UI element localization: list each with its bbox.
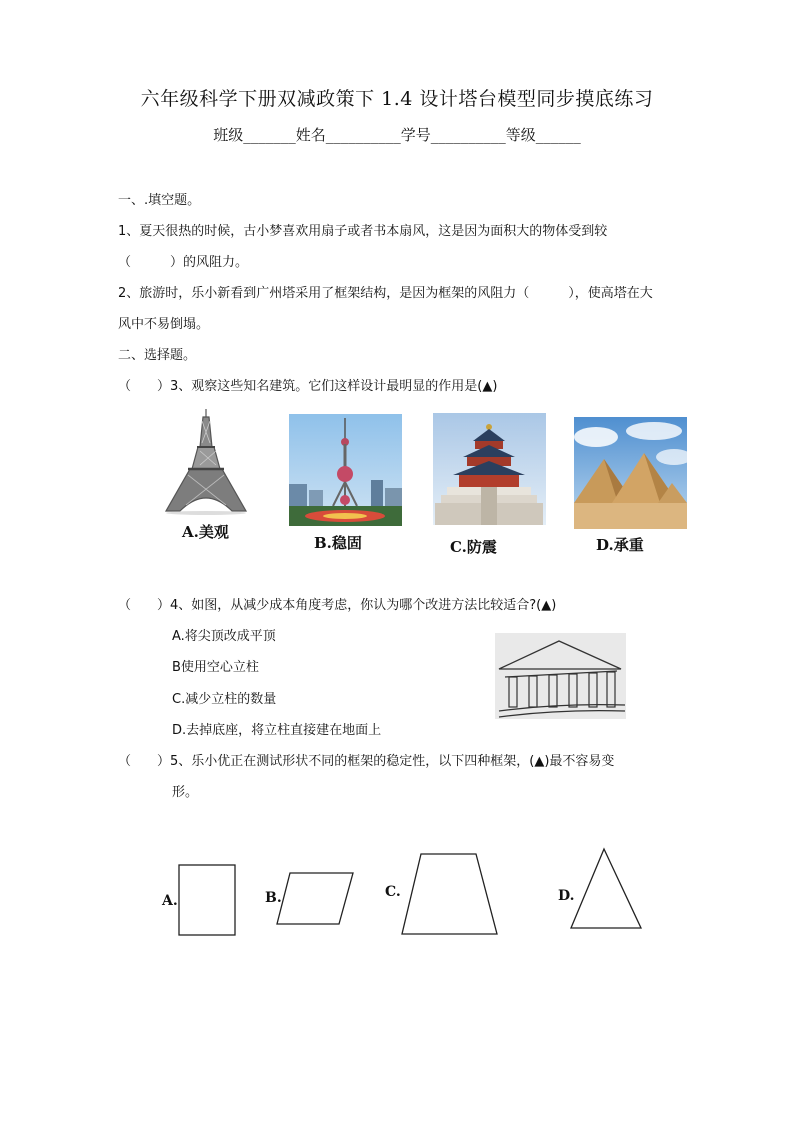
question-5-line2: 形。	[172, 785, 199, 800]
triangle-frame-shape	[570, 847, 644, 931]
question-4: （ ）4、如图，从减少成本角度考虑，你认为哪个改进方法比较适合?(▲)	[118, 598, 557, 613]
option-c-caption: C.防震	[450, 538, 497, 556]
tower-model-sketch-image	[495, 633, 626, 719]
question-5-line1: （ ）5、乐小优正在测试形状不同的框架的稳定性，以下四种框架，(▲)最不容易变	[118, 754, 615, 769]
question-2-line2: 风中不易倒塌。	[118, 317, 210, 332]
page-title: 六年级科学下册双减政策下 1.4 设计塔台模型同步摸底练习	[140, 88, 654, 110]
shape-b-label: B.	[265, 890, 282, 906]
question-2-line1: 2、旅游时，乐小新看到广州塔采用了框架结构，是因为框架的风阻力（ ），使高塔在大	[118, 286, 653, 301]
question-4-option-a: A.将尖顶改成平顶	[172, 629, 276, 644]
question-4-option-d: D.去掉底座，将立柱直接建在地面上	[172, 723, 382, 738]
section1-heading: 一、.填空题。	[118, 193, 201, 208]
question-4-option-c: C.减少立柱的数量	[172, 692, 277, 707]
question-1-line1: 1、夏天很热的时候，古小梦喜欢用扇子或者书本扇风，这是因为面积大的物体受到较	[118, 224, 608, 239]
question-1-line2: （ ）的风阻力。	[118, 255, 249, 270]
oriental-pearl-tower-image	[289, 414, 402, 526]
shape-d-label: D.	[558, 888, 575, 904]
pyramids-image	[574, 417, 687, 529]
student-info-line: 班级_______姓名__________学号__________等级______	[213, 126, 581, 144]
option-b-caption: B.稳固	[314, 534, 362, 552]
option-d-caption: D.承重	[596, 536, 644, 554]
shape-a-label: A.	[162, 893, 178, 909]
temple-of-heaven-image	[433, 413, 546, 525]
option-a-caption: A.美观	[182, 523, 229, 541]
rectangle-frame-shape	[178, 864, 238, 937]
question-3: （ ）3、观察这些知名建筑。它们这样设计最明显的作用是(▲)	[118, 379, 498, 394]
eiffel-tower-image	[160, 407, 252, 515]
section2-heading: 二、选择题。	[118, 348, 197, 363]
trapezoid-frame-shape	[400, 852, 500, 936]
question-4-option-b: B使用空心立柱	[172, 660, 259, 675]
shape-c-label: C.	[385, 884, 401, 900]
parallelogram-frame-shape	[276, 871, 356, 927]
